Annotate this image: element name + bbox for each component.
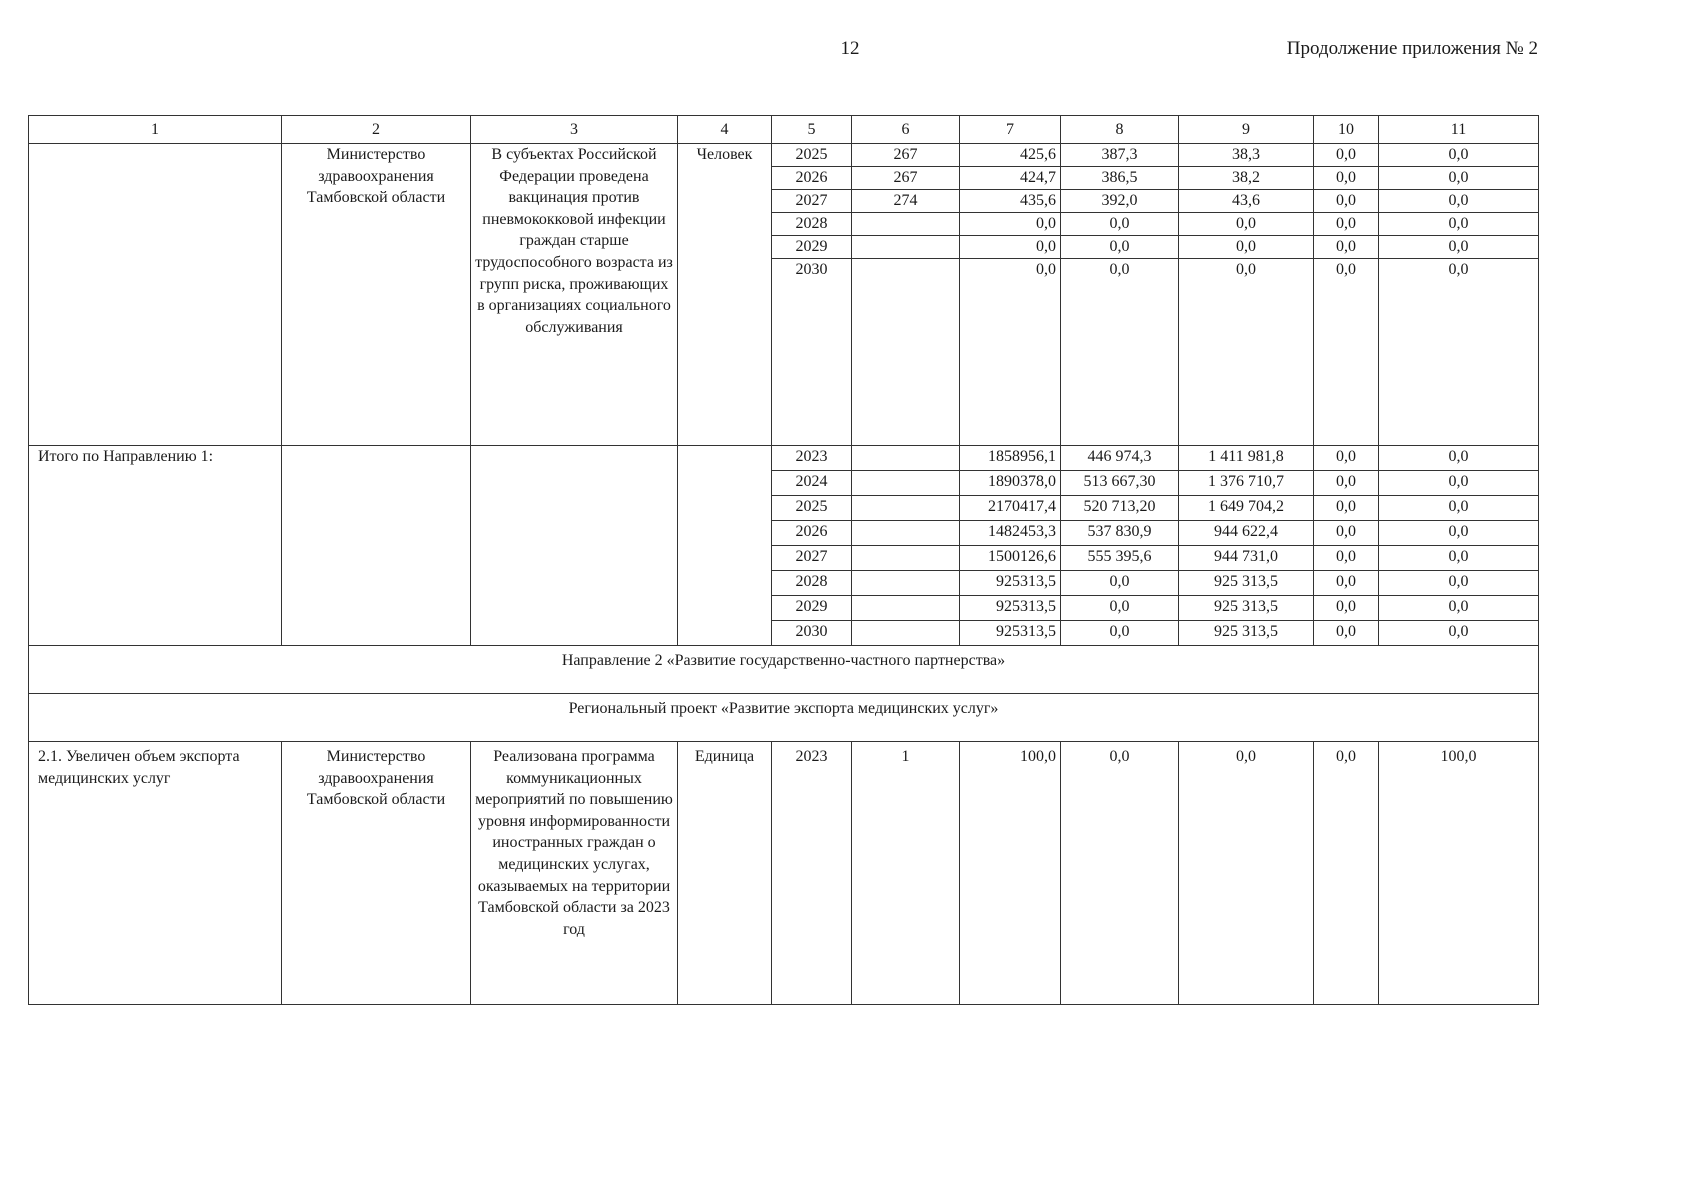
- amount-cell: 386,5: [1061, 167, 1179, 190]
- year-cell: 2030: [772, 259, 852, 446]
- amount-cell: 0,0: [960, 236, 1061, 259]
- year-cell: 2028: [772, 571, 852, 596]
- value-cell: 267: [852, 144, 960, 167]
- amount-cell: 555 395,6: [1061, 546, 1179, 571]
- year-cell: 2028: [772, 213, 852, 236]
- amount-cell: 1500126,6: [960, 546, 1061, 571]
- amount-cell: 513 667,30: [1061, 471, 1179, 496]
- empty-cell: [29, 144, 282, 446]
- amount-cell: 43,6: [1179, 190, 1314, 213]
- amount-cell: 0,0: [1379, 144, 1539, 167]
- amount-cell: 0,0: [1379, 446, 1539, 471]
- amount-cell: 425,6: [960, 144, 1061, 167]
- empty-cell: [852, 546, 960, 571]
- amount-cell: 0,0: [1061, 621, 1179, 646]
- amount-cell: 0,0: [1379, 167, 1539, 190]
- amount-cell: 925313,5: [960, 621, 1061, 646]
- amount-cell: 100,0: [1379, 742, 1539, 1005]
- column-number: 11: [1379, 116, 1539, 144]
- amount-cell: 0,0: [960, 259, 1061, 446]
- year-cell: 2026: [772, 167, 852, 190]
- amount-cell: 0,0: [1379, 546, 1539, 571]
- amount-cell: 0,0: [1379, 236, 1539, 259]
- amount-cell: 925 313,5: [1179, 571, 1314, 596]
- value-cell: [852, 213, 960, 236]
- amount-cell: 1 376 710,7: [1179, 471, 1314, 496]
- responsible-cell: Министерство здравоохранения Тамбовской области: [282, 742, 471, 1005]
- amount-cell: 0,0: [1314, 546, 1379, 571]
- amount-cell: 537 830,9: [1061, 521, 1179, 546]
- empty-cell: [678, 446, 772, 646]
- amount-cell: 1482453,3: [960, 521, 1061, 546]
- amount-cell: 1890378,0: [960, 471, 1061, 496]
- amount-cell: 392,0: [1061, 190, 1179, 213]
- direction-heading: Направление 2 «Развитие государственно-частного партнерства»: [29, 646, 1539, 694]
- amount-cell: 925 313,5: [1179, 596, 1314, 621]
- amount-cell: 925313,5: [960, 596, 1061, 621]
- amount-cell: 0,0: [1314, 213, 1379, 236]
- column-number: 7: [960, 116, 1061, 144]
- amount-cell: 0,0: [1379, 571, 1539, 596]
- data-table: [28, 115, 1539, 1005]
- amount-cell: 0,0: [1061, 571, 1179, 596]
- amount-cell: 0,0: [1314, 521, 1379, 546]
- amount-cell: 0,0: [1061, 213, 1179, 236]
- amount-cell: 0,0: [1379, 596, 1539, 621]
- amount-cell: 0,0: [1379, 471, 1539, 496]
- amount-cell: 0,0: [1314, 236, 1379, 259]
- unit-cell: Единица: [678, 742, 772, 1005]
- column-number-row: [29, 116, 1539, 144]
- amount-cell: 0,0: [1061, 596, 1179, 621]
- year-cell: 2023: [772, 742, 852, 1005]
- amount-cell: 0,0: [1179, 236, 1314, 259]
- amount-cell: 944 731,0: [1179, 546, 1314, 571]
- amount-cell: 520 713,20: [1061, 496, 1179, 521]
- column-number: 2: [282, 116, 471, 144]
- year-cell: 2023: [772, 446, 852, 471]
- amount-cell: 0,0: [1314, 621, 1379, 646]
- table-row: [29, 742, 1539, 1005]
- amount-cell: 0,0: [1314, 571, 1379, 596]
- amount-cell: 0,0: [1179, 259, 1314, 446]
- amount-cell: 944 622,4: [1179, 521, 1314, 546]
- column-number: 1: [29, 116, 282, 144]
- amount-cell: 0,0: [1379, 521, 1539, 546]
- empty-cell: [471, 446, 678, 646]
- year-cell: 2025: [772, 144, 852, 167]
- amount-cell: 0,0: [960, 213, 1061, 236]
- empty-cell: [852, 521, 960, 546]
- unit-cell: Человек: [678, 144, 772, 446]
- year-cell: 2029: [772, 236, 852, 259]
- empty-cell: [852, 621, 960, 646]
- amount-cell: 0,0: [1314, 742, 1379, 1005]
- amount-cell: 1 411 981,8: [1179, 446, 1314, 471]
- amount-cell: 0,0: [1314, 259, 1379, 446]
- amount-cell: 38,3: [1179, 144, 1314, 167]
- page-number: 12: [840, 38, 860, 59]
- amount-cell: 0,0: [1179, 742, 1314, 1005]
- data-table-container: [28, 115, 1538, 1005]
- amount-cell: 925 313,5: [1179, 621, 1314, 646]
- value-cell: [852, 259, 960, 446]
- amount-cell: 38,2: [1179, 167, 1314, 190]
- section-row: [29, 646, 1539, 694]
- value-cell: 1: [852, 742, 960, 1005]
- column-number: 3: [471, 116, 678, 144]
- table-row: [29, 446, 1539, 471]
- column-number: 6: [852, 116, 960, 144]
- column-number: 4: [678, 116, 772, 144]
- empty-cell: [282, 446, 471, 646]
- value-cell: 274: [852, 190, 960, 213]
- empty-cell: [852, 596, 960, 621]
- amount-cell: 0,0: [1379, 496, 1539, 521]
- amount-cell: 0,0: [1314, 190, 1379, 213]
- amount-cell: 0,0: [1314, 596, 1379, 621]
- task-cell: 2.1. Увеличен объем экспорта медицинских услуг: [29, 742, 282, 1005]
- year-cell: 2025: [772, 496, 852, 521]
- result-cell: Реализована программа коммуникационных мероприятий по повышению уровня информированности иностранных граждан о медицинских услугах, оказываемых на территории Тамбовской области за 2023 год: [471, 742, 678, 1005]
- amount-cell: 0,0: [1379, 213, 1539, 236]
- section-row: [29, 694, 1539, 742]
- amount-cell: 1 649 704,2: [1179, 496, 1314, 521]
- amount-cell: 0,0: [1379, 621, 1539, 646]
- column-number: 10: [1314, 116, 1379, 144]
- amount-cell: 0,0: [1061, 236, 1179, 259]
- amount-cell: 0,0: [1314, 144, 1379, 167]
- value-cell: 267: [852, 167, 960, 190]
- year-cell: 2027: [772, 546, 852, 571]
- amount-cell: 0,0: [1379, 259, 1539, 446]
- amount-cell: 435,6: [960, 190, 1061, 213]
- project-heading: Региональный проект «Развитие экспорта медицинских услуг»: [29, 694, 1539, 742]
- value-cell: [852, 236, 960, 259]
- amount-cell: 446 974,3: [1061, 446, 1179, 471]
- table-row: [29, 144, 1539, 167]
- amount-cell: 0,0: [1061, 742, 1179, 1005]
- empty-cell: [852, 471, 960, 496]
- year-cell: 2026: [772, 521, 852, 546]
- amount-cell: 0,0: [1061, 259, 1179, 446]
- amount-cell: 0,0: [1314, 446, 1379, 471]
- amount-cell: 1858956,1: [960, 446, 1061, 471]
- result-cell: В субъектах Российской Федерации проведена вакцинация против пневмококковой инфекции граждан старше трудоспособного возраста из групп риска, проживающих в организациях социального обслуживания: [471, 144, 678, 446]
- empty-cell: [852, 496, 960, 521]
- column-number: 9: [1179, 116, 1314, 144]
- empty-cell: [852, 446, 960, 471]
- amount-cell: 0,0: [1314, 167, 1379, 190]
- appendix-note: Продолжение приложения № 2: [1286, 38, 1538, 59]
- amount-cell: 0,0: [1314, 471, 1379, 496]
- amount-cell: 0,0: [1179, 213, 1314, 236]
- total-label-cell: Итого по Направлению 1:: [29, 446, 282, 646]
- column-number: 5: [772, 116, 852, 144]
- amount-cell: 387,3: [1061, 144, 1179, 167]
- responsible-cell: Министерство здравоохранения Тамбовской области: [282, 144, 471, 446]
- amount-cell: 100,0: [960, 742, 1061, 1005]
- year-cell: 2030: [772, 621, 852, 646]
- amount-cell: 2170417,4: [960, 496, 1061, 521]
- year-cell: 2024: [772, 471, 852, 496]
- amount-cell: 0,0: [1314, 496, 1379, 521]
- amount-cell: 0,0: [1379, 190, 1539, 213]
- column-number: 8: [1061, 116, 1179, 144]
- year-cell: 2029: [772, 596, 852, 621]
- empty-cell: [852, 571, 960, 596]
- amount-cell: 424,7: [960, 167, 1061, 190]
- amount-cell: 925313,5: [960, 571, 1061, 596]
- year-cell: 2027: [772, 190, 852, 213]
